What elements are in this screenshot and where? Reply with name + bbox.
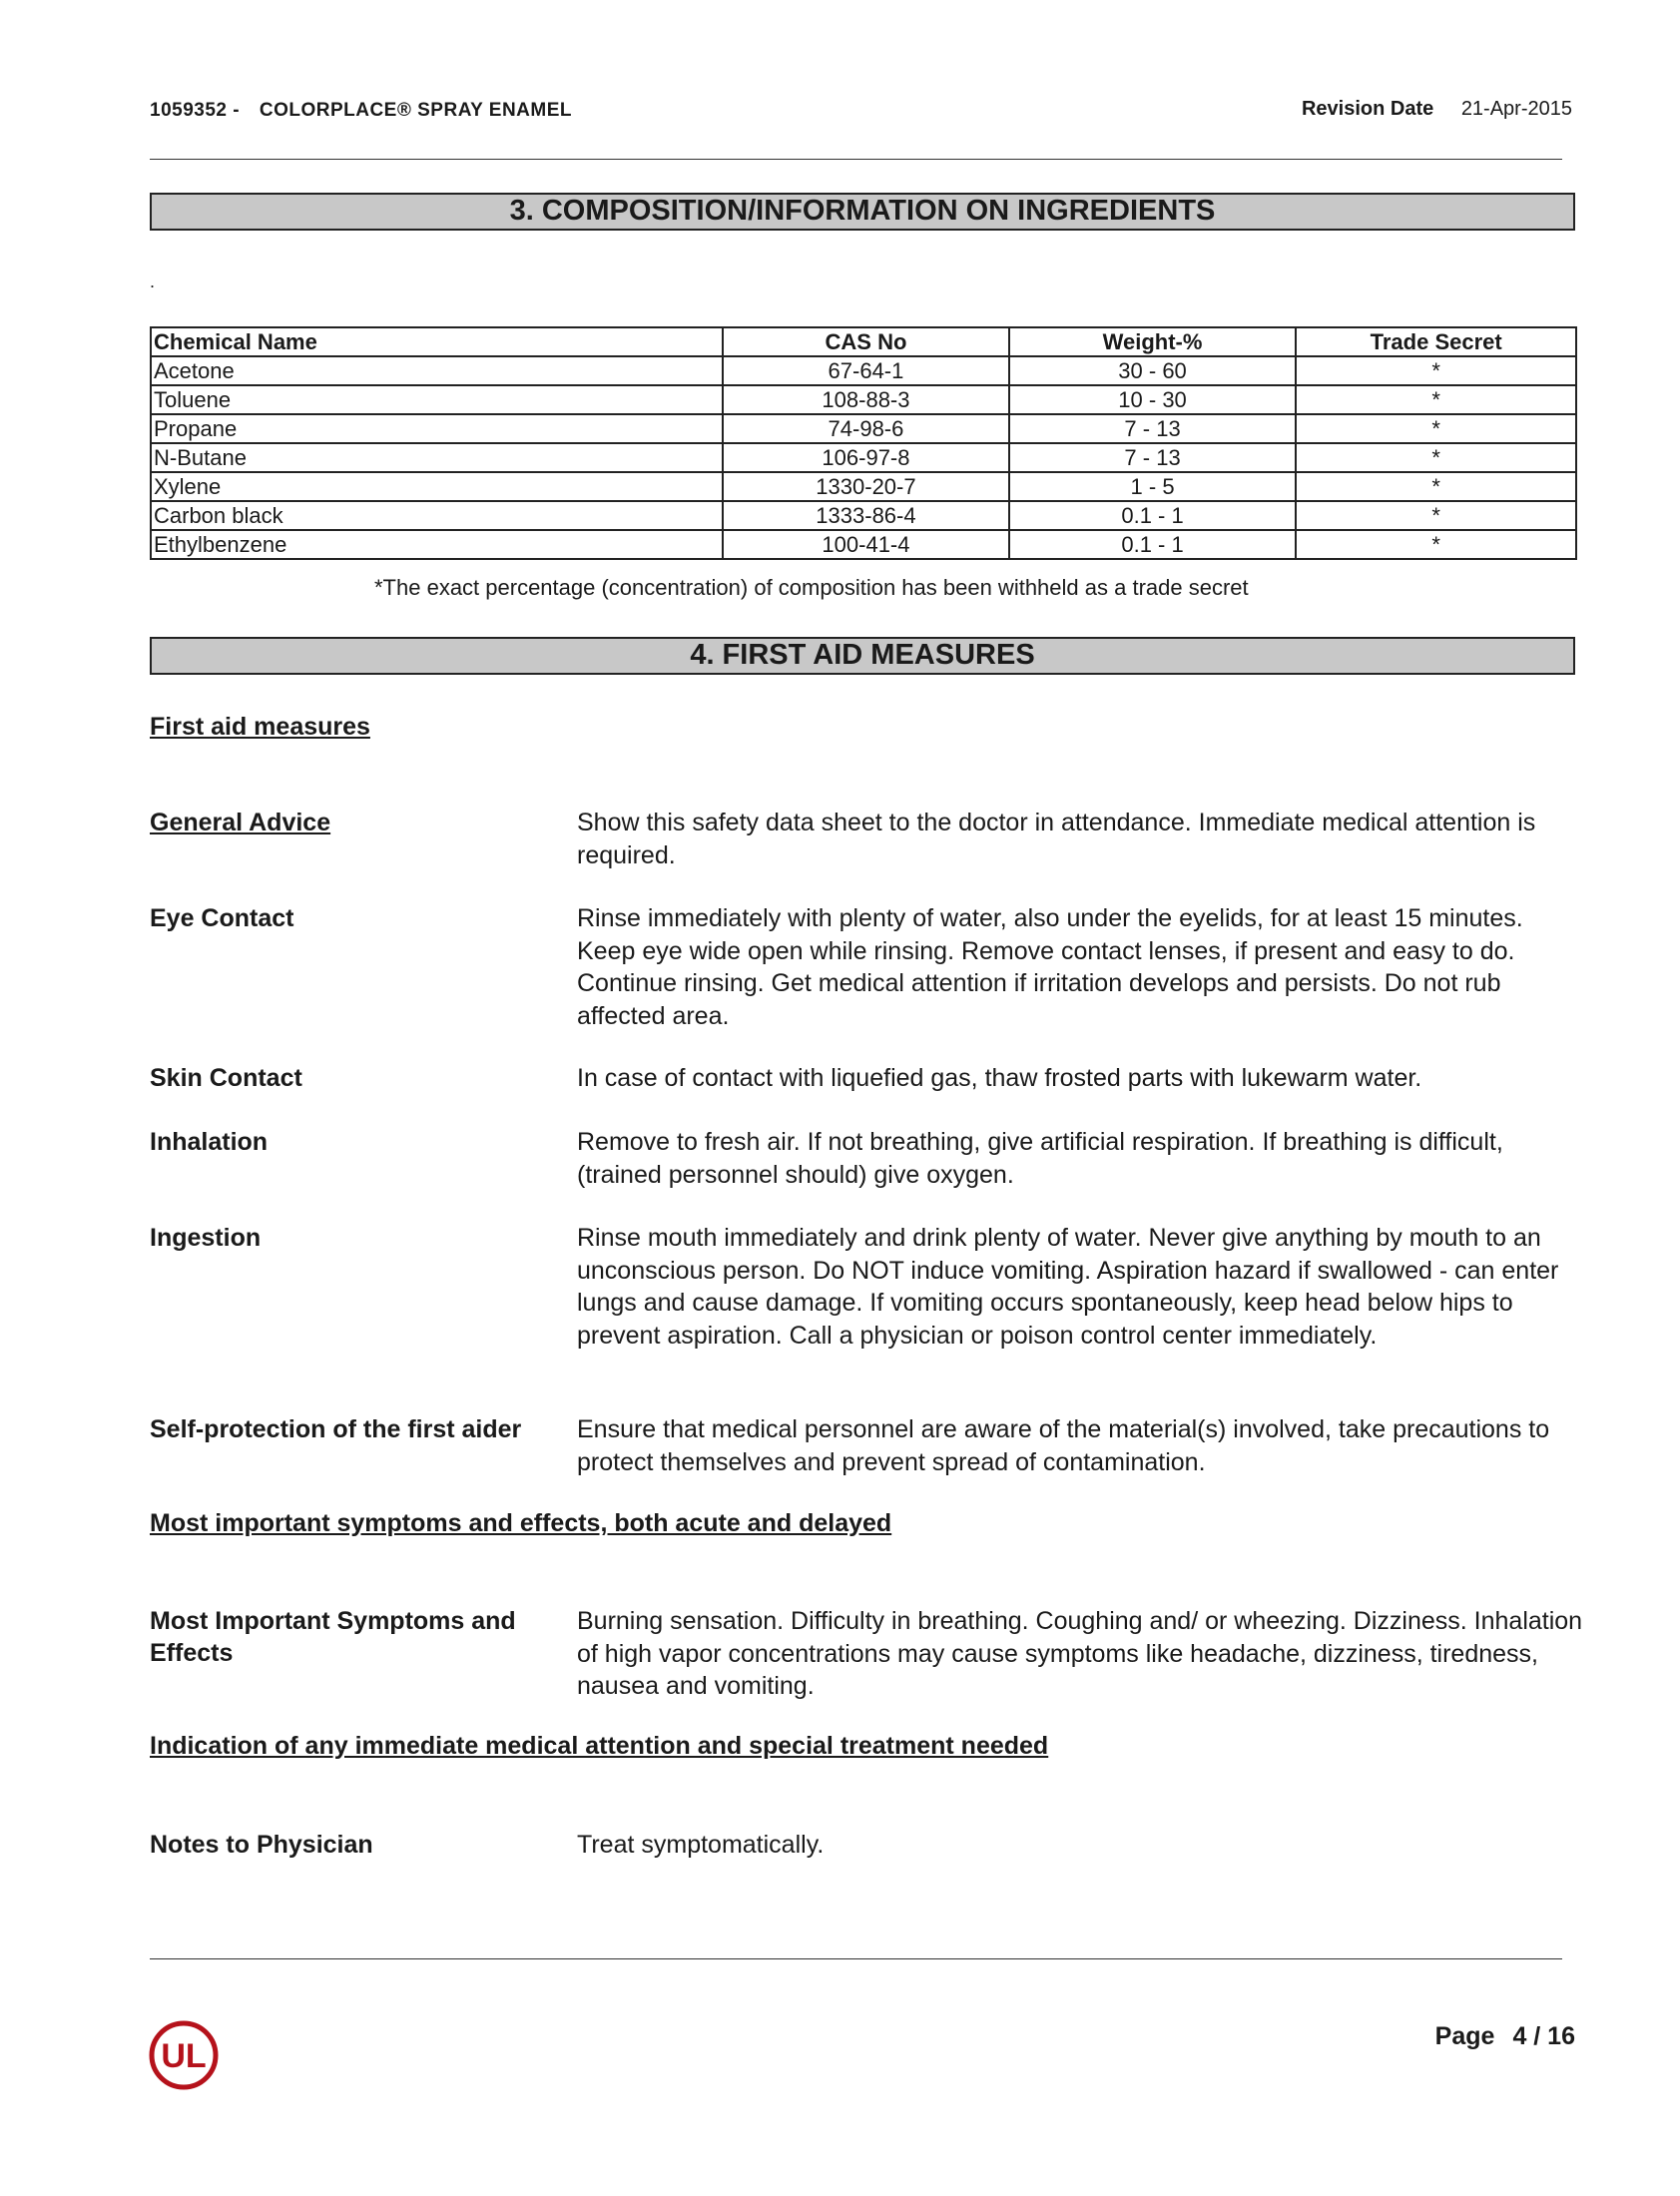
- general-advice-label: General Advice: [150, 809, 331, 836]
- composition-table: [150, 326, 1577, 560]
- eye-contact-label: Eye Contact: [150, 904, 294, 932]
- symptoms-label: Most Important Symptoms and Effects: [150, 1607, 516, 1667]
- general-advice-text: Show this safety data sheet to the doctor in attendance. Immediate medical attention is required.: [577, 809, 1536, 869]
- stray-dot: .: [150, 272, 156, 291]
- document-header-product: [150, 100, 572, 122]
- cas-no-cell: 67-64-1: [723, 356, 1009, 385]
- page-label: Page: [1434, 2022, 1495, 2050]
- weight-cell: 10 - 30: [1009, 385, 1297, 414]
- cas-no-cell: 106-97-8: [723, 443, 1009, 472]
- chemical-name-cell: Xylene: [151, 472, 723, 501]
- revision-label: Revision Date: [1301, 98, 1434, 120]
- trade-secret-cell: *: [1296, 472, 1576, 501]
- weight-cell: 7 - 13: [1009, 443, 1297, 472]
- column-header-weight: Weight-%: [1009, 327, 1297, 356]
- cas-no-cell: 1330-20-7: [723, 472, 1009, 501]
- column-header-chemical-name: Chemical Name: [151, 327, 723, 356]
- revision-info: [1302, 98, 1572, 121]
- eye-contact-text: Rinse immediately with plenty of water, also under the eyelids, for at least 15 minutes. Keep eye wide open while rinsing. Remove contact lenses, if present and easy to do. Continue rinsing. Get medical attention if irritation develops and persists. Do not rub affected area.: [577, 904, 1523, 1030]
- chemical-name-cell: Ethylbenzene: [151, 530, 723, 559]
- skin-contact-label: Skin Contact: [150, 1064, 302, 1092]
- table-row: [151, 385, 1576, 414]
- inhalation-text: Remove to fresh air. If not breathing, give artificial respiration. If breathing is difficult, (trained personnel should) give oxygen.: [577, 1128, 1503, 1189]
- table-row: [151, 472, 1576, 501]
- page-number: 4 / 16: [1512, 2022, 1575, 2050]
- self-protection-text: Ensure that medical personnel are aware of the material(s) involved, take precautions to protect themselves and prevent spread of contamination.: [577, 1415, 1550, 1476]
- table-header-row: [151, 327, 1576, 356]
- notes-to-physician-text: Treat symptomatically.: [577, 1831, 825, 1859]
- weight-cell: 1 - 5: [1009, 472, 1297, 501]
- trade-secret-cell: *: [1296, 443, 1576, 472]
- skin-contact-text: In case of contact with liquefied gas, thaw frosted parts with lukewarm water.: [577, 1064, 1422, 1092]
- symptoms-heading: Most important symptoms and effects, both acute and delayed: [150, 1509, 892, 1537]
- header-divider: [150, 159, 1562, 160]
- table-row: [151, 530, 1576, 559]
- revision-date: 21-Apr-2015: [1460, 98, 1572, 120]
- table-row: [151, 501, 1576, 530]
- cas-no-cell: 108-88-3: [723, 385, 1009, 414]
- cas-no-cell: 1333-86-4: [723, 501, 1009, 530]
- trade-secret-cell: *: [1296, 385, 1576, 414]
- cas-no-cell: 74-98-6: [723, 414, 1009, 443]
- cas-no-cell: 100-41-4: [723, 530, 1009, 559]
- trade-secret-cell: *: [1296, 414, 1576, 443]
- self-protection-label: Self-protection of the first aider: [150, 1415, 522, 1443]
- table-row: [151, 443, 1576, 472]
- inhalation-label: Inhalation: [150, 1128, 269, 1156]
- chemical-name-cell: Carbon black: [151, 501, 723, 530]
- weight-cell: 7 - 13: [1009, 414, 1297, 443]
- trade-secret-note: *The exact percentage (concentration) of composition has been withheld as a trade secret: [374, 575, 1249, 600]
- ul-logo: [148, 2019, 220, 2091]
- notes-to-physician-label: Notes to Physician: [150, 1831, 373, 1859]
- ul-logo-text: UL: [161, 2037, 207, 2075]
- table-row: [151, 414, 1576, 443]
- chemical-name-cell: Acetone: [151, 356, 723, 385]
- table-row: [151, 356, 1576, 385]
- ingestion-text: Rinse mouth immediately and drink plenty of water. Never give anything by mouth to an unconscious person. Do NOT induce vomiting. Aspiration hazard if swallowed - can enter lungs and cause damage. If vomiting occurs spontaneously, keep head below hips to prevent aspiration. Call a physician or poison control center immediately.: [577, 1224, 1559, 1350]
- weight-cell: 30 - 60: [1009, 356, 1297, 385]
- column-header-cas-no: CAS No: [723, 327, 1009, 356]
- section-4-title: 4. FIRST AID MEASURES: [150, 637, 1575, 675]
- column-header-trade-secret: Trade Secret: [1296, 327, 1576, 356]
- trade-secret-cell: *: [1296, 356, 1576, 385]
- ingestion-label: Ingestion: [150, 1224, 262, 1252]
- indication-heading: Indication of any immediate medical attention and special treatment needed: [150, 1732, 1049, 1760]
- trade-secret-cell: *: [1296, 530, 1576, 559]
- weight-cell: 0.1 - 1: [1009, 530, 1297, 559]
- weight-cell: 0.1 - 1: [1009, 501, 1297, 530]
- page-indicator: [1435, 2022, 1575, 2051]
- first-aid-heading: First aid measures: [150, 713, 370, 741]
- chemical-name-cell: Propane: [151, 414, 723, 443]
- product-code: 1059352 -: [150, 100, 241, 121]
- section-3-title: 3. COMPOSITION/INFORMATION ON INGREDIENTS: [150, 193, 1575, 231]
- chemical-name-cell: Toluene: [151, 385, 723, 414]
- footer-divider: [150, 1958, 1562, 1959]
- product-name: COLORPLACE® SPRAY ENAMEL: [259, 100, 573, 121]
- trade-secret-cell: *: [1296, 501, 1576, 530]
- chemical-name-cell: N-Butane: [151, 443, 723, 472]
- symptoms-text: Burning sensation. Difficulty in breathing. Coughing and/ or wheezing. Dizziness. Inhalation of high vapor concentrations may cause symptoms like headache, dizziness, tiredness, nausea and vomiting.: [577, 1607, 1583, 1700]
